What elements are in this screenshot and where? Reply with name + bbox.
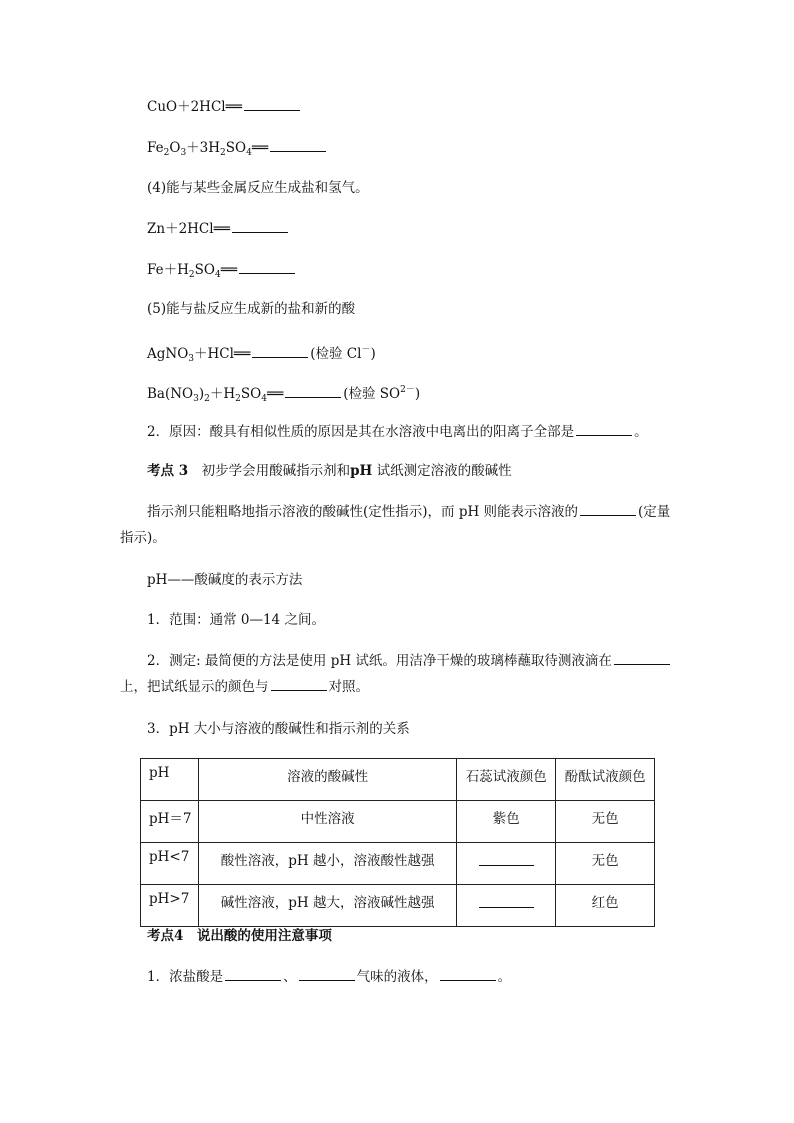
cell-nature [198,801,456,843]
equation-agno3-hcl [147,340,376,369]
section-title-ph: pH [350,463,373,479]
answer-blank[interactable] [580,501,636,516]
measure-paragraph [120,648,676,700]
test-note-end: ) [370,346,376,362]
equation-zn-hcl [147,218,290,239]
paragraph-text: 气味的液体， [356,969,438,985]
cell-text: 碱性溶液，pH 越大，溶液碱性越强 [220,895,435,911]
answer-blank[interactable] [576,421,632,436]
cell-ph [141,885,199,927]
cell-text: 紫色 [492,811,520,827]
reason-text: 2．原因：酸具有相似性质的原因是其在水溶液中电离出的阳离子全部是 [147,424,575,440]
cell-phenol [556,801,655,843]
relation-item: 3．pH 大小与溶液的酸碱性和指示剂的关系 [147,721,410,737]
formula-part: ＋HCl══ [194,346,251,362]
answer-blank[interactable] [614,650,670,665]
cell-litmus [457,843,556,885]
paragraph-text: 1．浓盐酸是 [147,969,224,985]
subscript: 3 [188,354,195,364]
paragraph-text: (定量指示)。 [120,504,671,546]
subscript: 2 [220,148,226,158]
formula-part: ══ [220,262,237,278]
cell-text: 红色 [591,895,619,911]
header-text: 石蕊试液颜色 [465,769,547,785]
paragraph-text: 上，把试纸显示的颜色与 [120,679,269,695]
cell-phenol [556,885,655,927]
section-heading-kaodian-4: 考点4 说出酸的使用注意事项 [147,928,332,944]
answer-blank[interactable] [299,966,355,981]
header-nature [198,759,456,801]
formula-part: SO [194,262,215,278]
header-text: pH [149,765,170,781]
paragraph-end: 。 [497,969,512,985]
cell-text: 无色 [591,853,619,869]
section-title: 试纸测定溶液的酸碱性 [372,463,512,479]
formula-part: ══ [251,140,269,156]
cell-ph [141,801,199,843]
indicator-paragraph [120,499,680,551]
header-litmus [457,759,556,801]
subscript: 4 [214,270,221,280]
answer-blank[interactable] [479,849,534,866]
subscript: 4 [246,148,252,158]
ph-indicator-table [140,758,655,927]
formula-part: ＋3H [186,140,221,156]
cell-nature [198,843,456,885]
cell-ph [141,843,199,885]
formula-part: ══ [266,386,284,402]
separator: 、 [283,969,297,985]
cell-text: 中性溶液 [300,811,355,827]
cell-text: pH＝7 [149,811,192,827]
formula-part: O [169,140,181,156]
reason-end: 。 [634,424,648,440]
equation-fe-h2so4 [147,259,297,285]
superscript: 2－ [400,385,415,395]
cell-litmus [457,801,556,843]
subscript: 3 [180,148,187,158]
answer-blank[interactable] [232,218,288,233]
formula-part: SO [240,386,262,402]
paragraph-text: 指示剂只能粗略地指示溶液的酸碱性(定性指示)，而 pH 则能表示溶液的 [147,504,579,520]
header-phenol [556,759,655,801]
item-5-heading: (5)能与盐反应生成新的盐和新的酸 [147,301,356,317]
header-ph [141,759,199,801]
cell-text: pH<7 [149,849,190,865]
paragraph-text: 对照。 [328,679,369,695]
test-note-end: ) [414,386,421,402]
section-title: 初步学会用酸碱指示剂和 [188,463,351,479]
answer-blank[interactable] [271,676,327,691]
reason-paragraph [147,421,648,442]
answer-blank[interactable] [285,383,341,398]
formula-part: Ba(NO [147,386,194,402]
paragraph-text: 2．测定: 最简便的方法是使用 pH 试纸。用洁净干燥的玻璃棒蘸取待测液滴在 [147,653,612,669]
subscript: 2 [204,394,210,404]
formula-part: ) [198,386,205,402]
table-row [141,885,655,927]
hcl-properties [147,966,511,987]
equation-text: CuO＋2HCl══ [147,99,242,115]
answer-blank[interactable] [252,343,308,358]
cell-text: 酸性溶液，pH 越小，溶液酸性越强 [220,853,435,869]
test-note: (检验 SO [343,386,401,402]
answer-blank[interactable] [270,137,326,152]
answer-blank[interactable] [244,96,300,111]
formula-part: Fe＋H [147,262,189,278]
item-4-heading: (4)能与某些金属反应生成盐和氢气。 [147,180,369,196]
answer-blank[interactable] [225,966,281,981]
cell-text: 无色 [591,811,619,827]
subscript: 3 [193,394,199,404]
subscript: 2 [163,148,170,158]
superscript: － [361,345,371,355]
ph-definition: pH——酸碱度的表示方法 [147,572,303,588]
cell-phenol [556,843,655,885]
equation-ba-no3-h2so4 [147,380,420,409]
table-row [141,843,655,885]
table-header-row [141,759,655,801]
equation-fe2o3-h2so4 [147,137,328,163]
header-text: 酚酞试液颜色 [564,769,646,785]
table-row [141,801,655,843]
subscript: 2 [235,394,241,404]
cell-litmus [457,885,556,927]
answer-blank[interactable] [440,966,496,981]
test-note: (检验 Cl [310,346,362,362]
answer-blank[interactable] [239,259,295,274]
formula-part: AgNO [147,346,189,362]
section-label: 考点 3 [147,463,189,479]
subscript: 2 [188,270,195,280]
formula-part: ＋H [209,386,236,402]
equation-text: Zn＋2HCl══ [147,221,230,237]
header-text: 溶液的酸碱性 [287,769,369,785]
answer-blank[interactable] [479,891,534,908]
formula-part: SO [225,140,247,156]
section-heading-kaodian-3 [147,461,512,481]
subscript: 4 [261,394,267,404]
cell-text: pH>7 [149,891,190,907]
formula-part: Fe [147,140,164,156]
range-item: 1．范围：通常 0—14 之间。 [147,612,325,628]
cell-nature [198,885,456,927]
equation-cuo-hcl [147,96,302,117]
